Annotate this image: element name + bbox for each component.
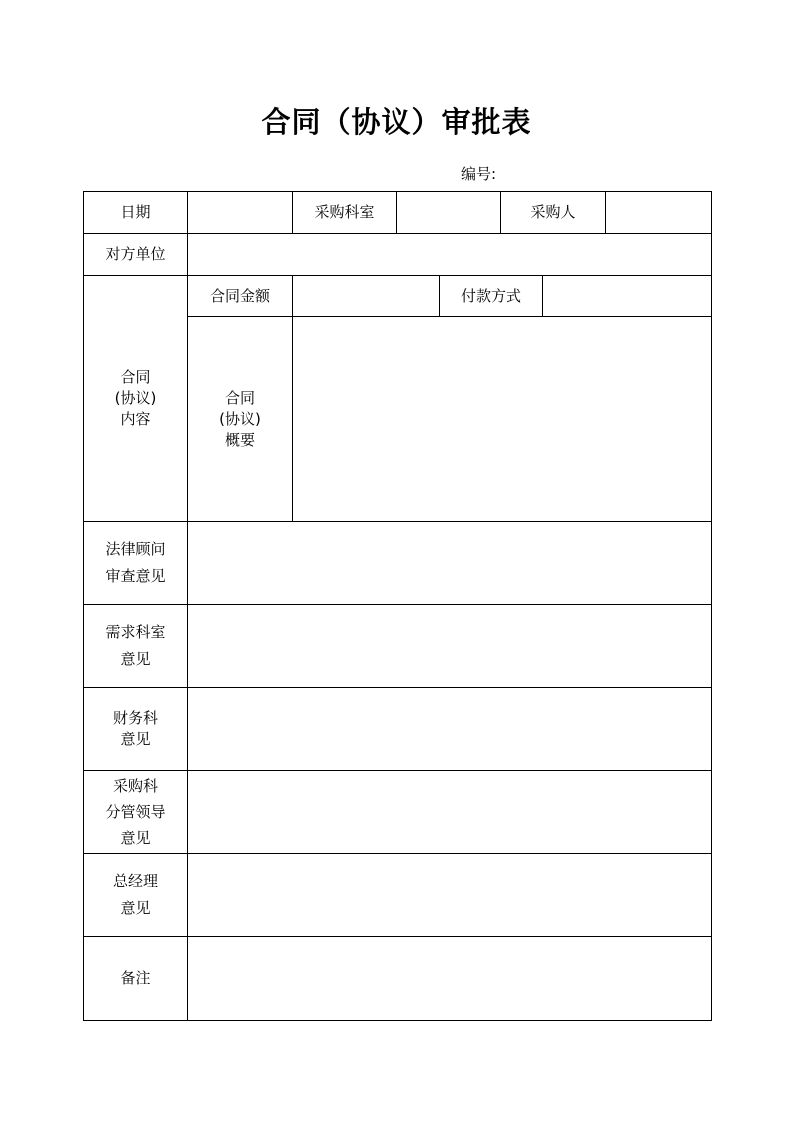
- legal-counsel-opinion-field[interactable]: [188, 522, 712, 605]
- finance-opinion-field[interactable]: [188, 688, 712, 771]
- row-counterparty: [84, 234, 712, 276]
- serial-number-label: 编号:: [461, 165, 497, 183]
- finance-opinion-label: 财务科 意见: [84, 688, 188, 771]
- approval-form-table: [83, 191, 712, 1021]
- row-remarks: [84, 937, 712, 1021]
- requesting-dept-opinion-label: 需求科室 意见: [84, 605, 188, 688]
- contract-summary-label: 合同 (协议) 概要: [188, 317, 293, 522]
- general-manager-opinion-field[interactable]: [188, 854, 712, 937]
- counterparty-label: 对方单位: [84, 234, 188, 276]
- contract-amount-field[interactable]: [293, 276, 440, 317]
- requesting-dept-opinion-field[interactable]: [188, 605, 712, 688]
- date-label: 日期: [84, 192, 188, 234]
- remarks-field[interactable]: [188, 937, 712, 1021]
- counterparty-field[interactable]: [188, 234, 712, 276]
- contract-summary-field[interactable]: [293, 317, 712, 522]
- contract-amount-label: 合同金额: [188, 276, 293, 317]
- purchasing-dept-field[interactable]: [397, 192, 501, 234]
- procurement-leader-opinion-field[interactable]: [188, 771, 712, 854]
- form-title: 合同（协议）审批表: [261, 105, 532, 139]
- procurement-leader-opinion-label: 采购科 分管领导 意见: [84, 771, 188, 854]
- purchaser-field[interactable]: [606, 192, 712, 234]
- remarks-label: 备注: [84, 937, 188, 1021]
- date-field[interactable]: [188, 192, 293, 234]
- payment-method-label: 付款方式: [440, 276, 543, 317]
- payment-method-field[interactable]: [543, 276, 712, 317]
- purchaser-label: 采购人: [501, 192, 606, 234]
- row-gm-opinion: [84, 854, 712, 937]
- row-finance-opinion: [84, 688, 712, 771]
- legal-counsel-opinion-label: 法律顾问 审查意见: [84, 522, 188, 605]
- purchasing-dept-label: 采购科室: [293, 192, 397, 234]
- contract-content-label: 合同 (协议) 内容: [84, 276, 188, 522]
- row-procurement-leader-opinion: [84, 771, 712, 854]
- row-date: [84, 192, 712, 234]
- row-legal-opinion: [84, 522, 712, 605]
- row-contract-amount: [84, 276, 712, 317]
- row-requesting-dept-opinion: [84, 605, 712, 688]
- general-manager-opinion-label: 总经理 意见: [84, 854, 188, 937]
